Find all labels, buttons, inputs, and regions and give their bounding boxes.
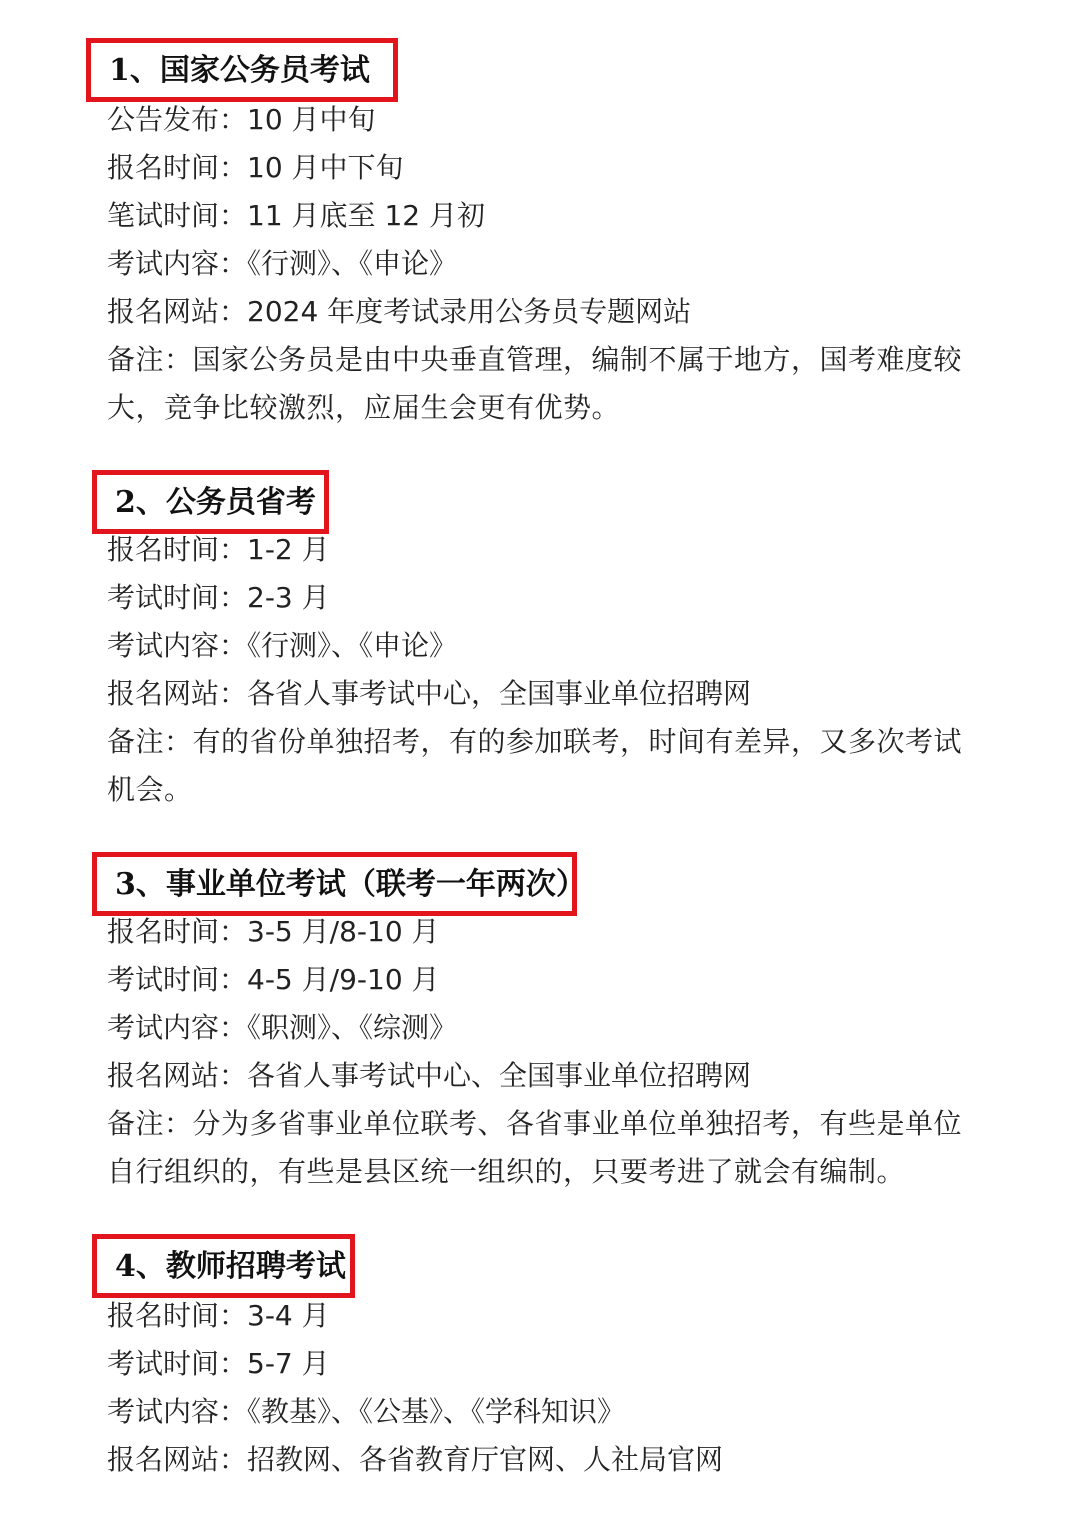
info-line-registration: 报名时间：3-4 月 [107, 1299, 330, 1332]
info-line-website: 报名网站：各省人事考试中心，全国事业单位招聘网 [107, 677, 752, 710]
section-heading: 3、事业单位考试（联考一年两次） [115, 867, 586, 902]
info-line-registration: 报名时间：3-5 月/8-10 月 [107, 915, 440, 948]
info-line-website: 报名网站：各省人事考试中心、全国事业单位招聘网 [107, 1059, 752, 1092]
info-line-content: 考试内容：《教基》、《公基》、《学科知识》 [107, 1395, 626, 1428]
info-line-announcement: 公告发布：10 月中旬 [107, 103, 376, 136]
info-line-written-exam: 笔试时间：11 月底至 12 月初 [107, 199, 485, 232]
section-heading-box [92, 470, 329, 534]
info-line-exam-time: 考试时间：5-7 月 [107, 1347, 330, 1380]
info-line-content: 考试内容：《职测》、《综测》 [107, 1011, 458, 1044]
info-line-exam-time: 考试时间：2-3 月 [107, 581, 330, 614]
section-note: 备注：有的省份单独招考，有的参加联考，时间有差异，又多次考试机会。 [107, 725, 963, 806]
info-line-content: 考试内容：《行测》、《申论》 [107, 629, 458, 662]
section-heading: 4、教师招聘考试 [115, 1249, 346, 1284]
section-heading-box [92, 1234, 355, 1298]
info-line-exam-time: 考试时间：4-5 月/9-10 月 [107, 963, 440, 996]
section-heading: 2、公务员省考 [115, 485, 316, 520]
section-heading-box [86, 38, 398, 102]
section-note: 备注：国家公务员是由中央垂直管理，编制不属于地方，国考难度较大，竞争比较激烈，应届生会更有优势。 [107, 343, 963, 424]
info-line-registration: 报名时间：1-2 月 [107, 533, 330, 566]
info-line-website: 报名网站：2024 年度考试录用公务员专题网站 [107, 295, 692, 328]
section-note: 备注：分为多省事业单位联考、各省事业单位单独招考，有些是单位自行组织的，有些是县区统一组织的，只要考进了就会有编制。 [107, 1107, 963, 1188]
section-heading: 1、国家公务员考试 [109, 53, 370, 88]
info-line-registration: 报名时间：10 月中下旬 [107, 151, 404, 184]
section-heading-box [92, 852, 586, 916]
info-line-content: 考试内容：《行测》、《申论》 [107, 247, 458, 280]
info-line-website: 报名网站：招教网、各省教育厅官网、人社局官网 [107, 1443, 724, 1476]
